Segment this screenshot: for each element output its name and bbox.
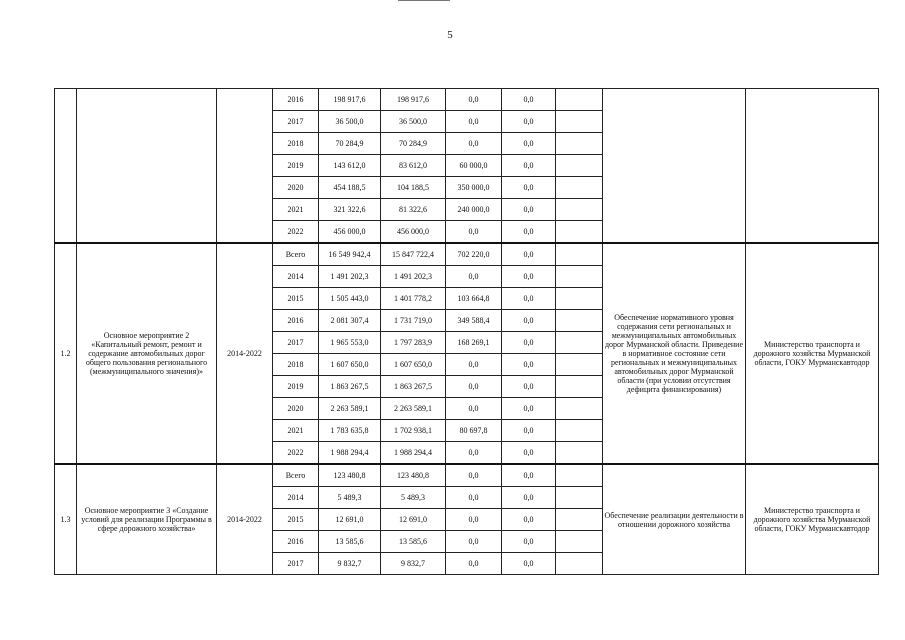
federal-budget-cell: 349 588,4 — [446, 310, 502, 332]
regional-budget-cell: 1 491 202,3 — [381, 266, 446, 288]
year-cell: 2020 — [273, 398, 319, 420]
federal-budget-cell: 60 000,0 — [446, 155, 502, 177]
other-source-cell: 0,0 — [502, 354, 556, 376]
federal-budget-cell: 0,0 — [446, 354, 502, 376]
other-source-cell: 0,0 — [502, 288, 556, 310]
federal-budget-cell: 0,0 — [446, 221, 502, 244]
expected-result: Обеспечение реализации деятельности в отношении дорожного хозяйства — [603, 464, 746, 575]
empty-cell — [556, 221, 603, 244]
total-cell: 13 585,6 — [319, 531, 381, 553]
other-source-cell: 0,0 — [502, 464, 556, 487]
empty-cell — [556, 420, 603, 442]
measure-name: Основное мероприятие 2 «Капитальный ремонт, ремонт и содержание автомобильных дорог общего пользования регионального (межмуниципального значения)» — [77, 243, 217, 464]
regional-budget-cell: 9 832,7 — [381, 553, 446, 575]
other-source-cell: 0,0 — [502, 243, 556, 266]
empty-cell — [556, 553, 603, 575]
regional-budget-cell: 1 797 283,9 — [381, 332, 446, 354]
federal-budget-cell: 103 664,8 — [446, 288, 502, 310]
regional-budget-cell: 104 188,5 — [381, 177, 446, 199]
regional-budget-cell: 123 480,8 — [381, 464, 446, 487]
total-cell: 123 480,8 — [319, 464, 381, 487]
empty-cell — [556, 487, 603, 509]
federal-budget-cell: 350 000,0 — [446, 177, 502, 199]
total-cell: 1 491 202,3 — [319, 266, 381, 288]
total-cell: 1 607 650,0 — [319, 354, 381, 376]
regional-budget-cell: 13 585,6 — [381, 531, 446, 553]
regional-budget-cell: 456 000,0 — [381, 221, 446, 244]
empty-cell — [556, 376, 603, 398]
total-cell: 1 965 553,0 — [319, 332, 381, 354]
empty-cell — [556, 89, 603, 111]
regional-budget-cell: 5 489,3 — [381, 487, 446, 509]
total-cell: 1 783 635,8 — [319, 420, 381, 442]
year-cell: 2019 — [273, 155, 319, 177]
year-cell: 2018 — [273, 133, 319, 155]
total-cell: 12 691,0 — [319, 509, 381, 531]
year-cell: 2014 — [273, 487, 319, 509]
year-cell: 2015 — [273, 509, 319, 531]
empty-cell — [556, 310, 603, 332]
year-cell: 2018 — [273, 354, 319, 376]
empty-cell — [556, 332, 603, 354]
table-row — [55, 464, 879, 487]
empty-cell — [556, 464, 603, 487]
empty-cell — [556, 199, 603, 221]
other-source-cell: 0,0 — [502, 531, 556, 553]
federal-budget-cell: 0,0 — [446, 376, 502, 398]
other-source-cell: 0,0 — [502, 553, 556, 575]
empty-cell — [556, 155, 603, 177]
regional-budget-cell: 83 612,0 — [381, 155, 446, 177]
regional-budget-cell: 198 917,6 — [381, 89, 446, 111]
empty-cell — [556, 111, 603, 133]
total-cell: 16 549 942,4 — [319, 243, 381, 266]
year-cell: 2021 — [273, 199, 319, 221]
year-cell: 2014 — [273, 266, 319, 288]
regional-budget-cell: 1 401 778,2 — [381, 288, 446, 310]
year-cell: 2016 — [273, 531, 319, 553]
other-source-cell: 0,0 — [502, 177, 556, 199]
other-source-cell: 0,0 — [502, 155, 556, 177]
period — [217, 89, 273, 244]
executor: Министерство транспорта и дорожного хозяйства Мурманской области, ГОКУ Мурманскавтодор — [746, 243, 879, 464]
federal-budget-cell: 168 269,1 — [446, 332, 502, 354]
regional-budget-cell: 1 607 650,0 — [381, 354, 446, 376]
regional-budget-cell: 1 702 938,1 — [381, 420, 446, 442]
table-row — [55, 243, 879, 266]
regional-budget-cell: 15 847 722,4 — [381, 243, 446, 266]
federal-budget-cell: 0,0 — [446, 111, 502, 133]
year-cell: Всего — [273, 464, 319, 487]
period: 2014-2022 — [217, 464, 273, 575]
other-source-cell: 0,0 — [502, 89, 556, 111]
year-cell: 2021 — [273, 420, 319, 442]
year-cell: 2022 — [273, 442, 319, 465]
expected-result — [603, 89, 746, 244]
regional-budget-cell: 81 322,6 — [381, 199, 446, 221]
federal-budget-cell: 702 220,0 — [446, 243, 502, 266]
empty-cell — [556, 133, 603, 155]
year-cell: 2017 — [273, 332, 319, 354]
other-source-cell: 0,0 — [502, 199, 556, 221]
federal-budget-cell: 0,0 — [446, 531, 502, 553]
regional-budget-cell: 36 500,0 — [381, 111, 446, 133]
other-source-cell: 0,0 — [502, 111, 556, 133]
table-row — [55, 89, 879, 111]
expected-result: Обеспечение нормативного уровня содержания сети региональных и межмуниципальных автомобильных дорог Мурманской области. Приведение в нормативное состояние сети региональных и межмуниципальных автомобильных дорог Мурманской области (при условии отсутствия дефицита финансирования) — [603, 243, 746, 464]
other-source-cell: 0,0 — [502, 376, 556, 398]
federal-budget-cell: 0,0 — [446, 398, 502, 420]
other-source-cell: 0,0 — [502, 266, 556, 288]
regional-budget-cell: 2 263 589,1 — [381, 398, 446, 420]
year-cell: 2019 — [273, 376, 319, 398]
total-cell: 5 489,3 — [319, 487, 381, 509]
row-number — [55, 89, 77, 244]
federal-budget-cell: 0,0 — [446, 133, 502, 155]
empty-cell — [556, 531, 603, 553]
empty-cell — [556, 509, 603, 531]
regional-budget-cell: 1 988 294,4 — [381, 442, 446, 465]
total-cell: 2 263 589,1 — [319, 398, 381, 420]
period: 2014-2022 — [217, 243, 273, 464]
other-source-cell: 0,0 — [502, 221, 556, 244]
year-cell: 2017 — [273, 553, 319, 575]
page-number: 5 — [447, 29, 453, 41]
federal-budget-cell: 0,0 — [446, 509, 502, 531]
total-cell: 454 188,5 — [319, 177, 381, 199]
other-source-cell: 0,0 — [502, 487, 556, 509]
total-cell: 1 988 294,4 — [319, 442, 381, 465]
other-source-cell: 0,0 — [502, 442, 556, 465]
federal-budget-cell: 0,0 — [446, 553, 502, 575]
total-cell: 456 000,0 — [319, 221, 381, 244]
federal-budget-cell: 0,0 — [446, 442, 502, 465]
total-cell: 36 500,0 — [319, 111, 381, 133]
year-cell: 2022 — [273, 221, 319, 244]
total-cell: 198 917,6 — [319, 89, 381, 111]
table-body — [55, 89, 879, 575]
federal-budget-cell: 80 697,8 — [446, 420, 502, 442]
year-cell: Всего — [273, 243, 319, 266]
empty-cell — [556, 266, 603, 288]
empty-cell — [556, 354, 603, 376]
regional-budget-cell: 1 731 719,0 — [381, 310, 446, 332]
year-cell: 2020 — [273, 177, 319, 199]
measure-name — [77, 89, 217, 244]
federal-budget-cell: 0,0 — [446, 266, 502, 288]
total-cell: 1 505 443,0 — [319, 288, 381, 310]
year-cell: 2015 — [273, 288, 319, 310]
other-source-cell: 0,0 — [502, 332, 556, 354]
measure-name: Основное мероприятие 3 «Создание условий для реализации Программы в сфере дорожного хозяйства» — [77, 464, 217, 575]
total-cell: 143 612,0 — [319, 155, 381, 177]
empty-cell — [556, 288, 603, 310]
total-cell: 70 284,9 — [319, 133, 381, 155]
other-source-cell: 0,0 — [502, 310, 556, 332]
empty-cell — [556, 442, 603, 465]
program-table — [54, 88, 879, 575]
federal-budget-cell: 0,0 — [446, 89, 502, 111]
executor — [746, 89, 879, 244]
federal-budget-cell: 0,0 — [446, 464, 502, 487]
empty-cell — [556, 243, 603, 266]
total-cell: 1 863 267,5 — [319, 376, 381, 398]
total-cell: 9 832,7 — [319, 553, 381, 575]
year-cell: 2016 — [273, 310, 319, 332]
total-cell: 2 081 307,4 — [319, 310, 381, 332]
federal-budget-cell: 240 000,0 — [446, 199, 502, 221]
year-cell: 2017 — [273, 111, 319, 133]
empty-cell — [556, 177, 603, 199]
other-source-cell: 0,0 — [502, 509, 556, 531]
total-cell: 321 322,6 — [319, 199, 381, 221]
other-source-cell: 0,0 — [502, 420, 556, 442]
regional-budget-cell: 1 863 267,5 — [381, 376, 446, 398]
regional-budget-cell: 70 284,9 — [381, 133, 446, 155]
year-cell: 2016 — [273, 89, 319, 111]
federal-budget-cell: 0,0 — [446, 487, 502, 509]
other-source-cell: 0,0 — [502, 398, 556, 420]
row-number: 1.2 — [55, 243, 77, 464]
empty-cell — [556, 398, 603, 420]
row-number: 1.3 — [55, 464, 77, 575]
top-edge-mark — [398, 0, 450, 1]
executor: Министерство транспорта и дорожного хозяйства Мурманской области, ГОКУ Мурманскавтодор — [746, 464, 879, 575]
regional-budget-cell: 12 691,0 — [381, 509, 446, 531]
other-source-cell: 0,0 — [502, 133, 556, 155]
